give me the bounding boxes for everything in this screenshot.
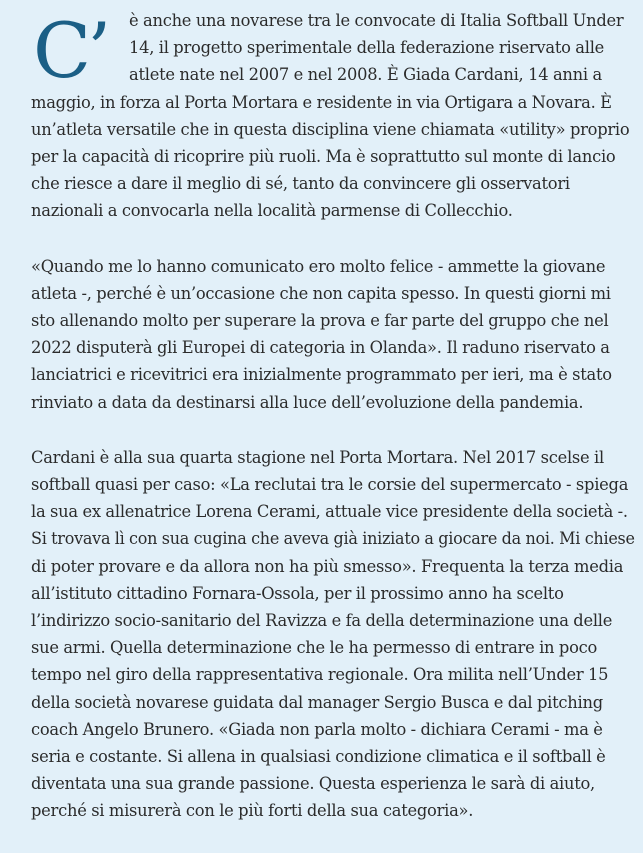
text-line: «Quando me lo hanno comunicato ero molto felice - ammette la giovane [31, 256, 606, 276]
text-line: lanciatrici e ricevitrici era inizialmente programmato per ieri, ma è stato [31, 365, 612, 385]
text-line: Si trovava lì con sua cugina che aveva già iniziato a giocare da noi. Mi chiese [31, 529, 635, 549]
text-line: all’istituto cittadino Fornara-Ossola, per il prossimo anno ha scelto [31, 583, 564, 603]
text-line: sto allenando molto per superare la prova e far parte del gruppo che nel [31, 311, 609, 331]
paragraph-1 [31, 7, 635, 225]
text-line: di poter provare e da allora non ha più smesso». Frequenta la terza media [31, 556, 624, 576]
text-line: della società novarese guidata dal manager Sergio Busca e dal pitching [31, 692, 603, 712]
text-line: nazionali a convocarla nella località parmense di Collecchio. [31, 201, 513, 221]
article-body [31, 7, 635, 853]
text-line: atleta -, perché è un’occasione che non capita spesso. In questi giorni mi [31, 283, 611, 303]
text-line: 14, il progetto sperimentale della federazione riservato alle [129, 38, 605, 58]
text-line: Cardani è alla sua quarta stagione nel Porta Mortara. Nel 2017 scelse il [31, 447, 604, 467]
text-line: un’atleta versatile che in questa disciplina viene chiamata «utility» proprio [31, 119, 630, 139]
paragraph-2 [31, 253, 635, 416]
paragraph-3 [31, 444, 635, 825]
text-line: che riesce a dare il meglio di sé, tanto da convincere gli osservatori [31, 174, 570, 194]
text-line: diventata una sua grande passione. Questa esperienza le sarà di aiuto, [31, 774, 595, 794]
text-line: coach Angelo Brunero. «Giada non parla molto - dichiara Cerami - ma è [31, 719, 603, 739]
text-line: l’indirizzo socio-sanitario del Ravizza e fa della determinazione una delle [31, 611, 613, 631]
text-line: la sua ex allenatrice Lorena Cerami, attuale vice presidente della società -. [31, 502, 628, 522]
text-line: atlete nate nel 2007 e nel 2008. È Giada Cardani, 14 anni a [129, 65, 602, 85]
text-line: è anche una novarese tra le convocate di Italia Softball Under [129, 11, 624, 30]
text-line: seria e costante. Si allena in qualsiasi condizione climatica e il softball è [31, 747, 606, 767]
text-line: 2022 disputerà gli Europei di categoria in Olanda». Il raduno riservato a [31, 338, 610, 358]
text-line: maggio, in forza al Porta Mortara e residente in via Ortigara a Novara. È [31, 92, 612, 112]
text-line: sue armi. Quella determinazione che le ha permesso di entrare in poco [31, 638, 598, 658]
drop-cap: C’ [33, 6, 108, 95]
text-line: perché si misurerà con le più forti della sua categoria». [31, 801, 474, 821]
text-line: tempo nel giro della rappresentativa regionale. Ora milita nell’Under 15 [31, 665, 609, 685]
text-line: softball quasi per caso: «La reclutai tra le corsie del supermercato - spiega [31, 475, 629, 495]
text-line: rinviato a data da destinarsi alla luce dell’evoluzione della pandemia. [31, 392, 584, 412]
text-line: per la capacità di ricoprire più ruoli. Ma è soprattutto sul monte di lancio [31, 147, 616, 167]
